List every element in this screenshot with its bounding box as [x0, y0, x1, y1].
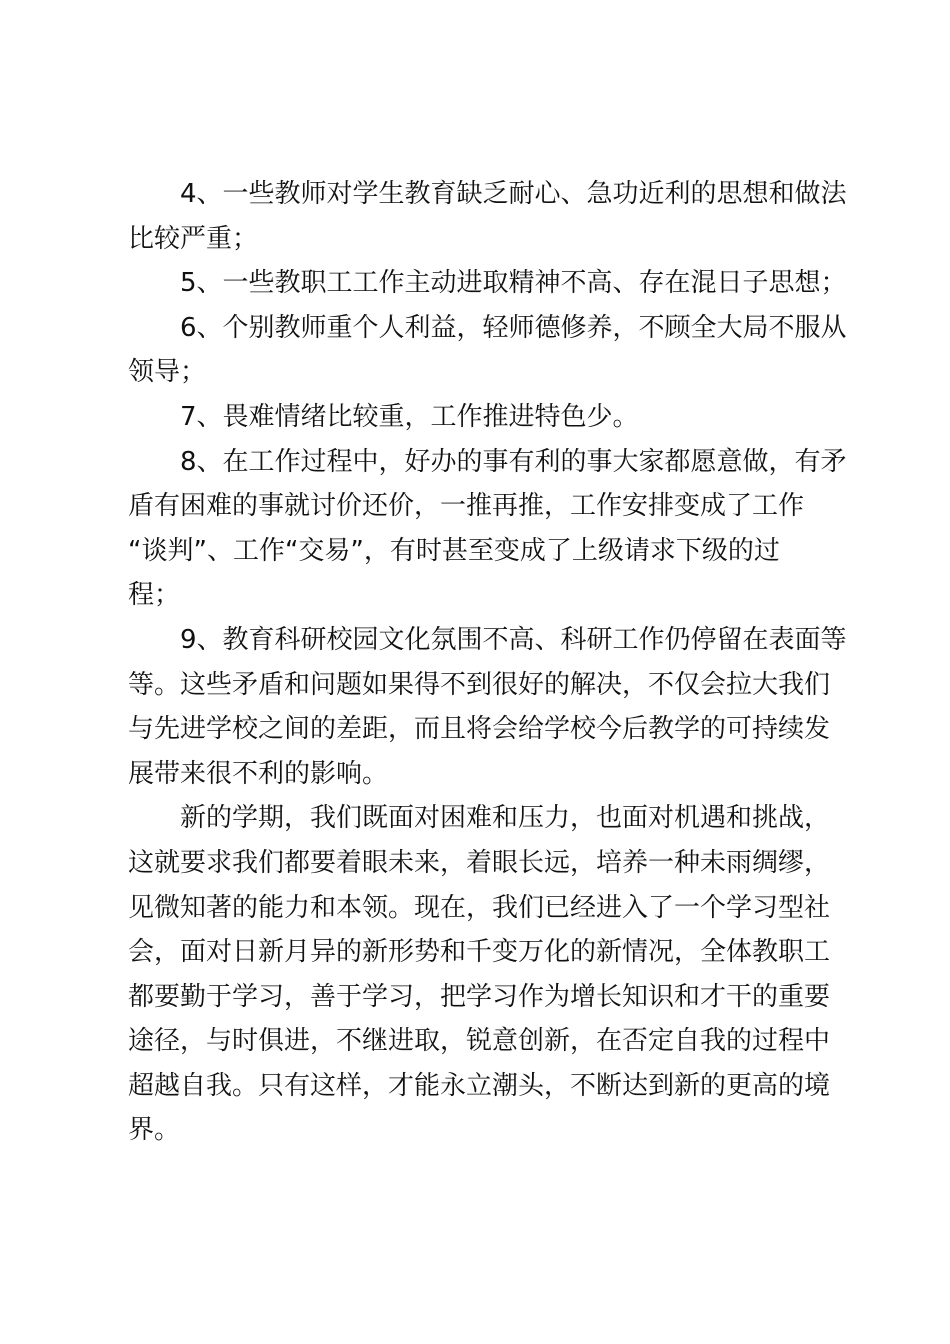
text-line: “谈判”、工作“交易”，有时甚至变成了上级请求下级的过 [128, 535, 780, 566]
text-line: 5、一些教职工工作主动进取精神不高、存在混日子思想； [180, 268, 847, 299]
text-line: 展带来很不利的影响。 [128, 758, 389, 789]
document-body [128, 172, 847, 1153]
text-line: 比较严重； [128, 223, 259, 254]
paragraph [128, 172, 847, 261]
text-line: 与先进学校之间的差距，而且将会给学校今后教学的可持续发 [128, 714, 831, 745]
text-line: 这就要求我们都要着眼未来，着眼长远，培养一种未雨绸缪， [128, 847, 831, 878]
text-line: 7、畏难情绪比较重，工作推进特色少。 [180, 401, 639, 432]
text-line: 6、个别教师重个人利益，轻师德修养，不顾全大局不服从 [180, 312, 847, 343]
text-line: 8、在工作过程中，好办的事有利的事大家都愿意做，有矛 [180, 446, 847, 477]
text-line: 领导； [128, 357, 207, 388]
paragraph [128, 796, 834, 1153]
text-line: 9、教育科研校园文化氛围不高、科研工作仍停留在表面等 [180, 624, 847, 655]
text-line: 会，面对日新月异的新形势和千变万化的新情况，全体教职工 [128, 937, 831, 968]
text-line: 都要勤于学习，善于学习，把学习作为增长知识和才干的重要 [128, 981, 831, 1012]
paragraph [128, 395, 834, 440]
text-line: 4、一些教师对学生教育缺乏耐心、急功近利的思想和做法 [180, 179, 847, 209]
paragraph [128, 440, 847, 618]
text-line: 途径，与时俱进，不继进取，锐意创新，在否定自我的过程中 [128, 1026, 831, 1057]
paragraph [128, 618, 847, 796]
text-line: 界。 [128, 1115, 181, 1146]
text-line: 新的学期，我们既面对困难和压力，也面对机遇和挑战， [180, 803, 831, 834]
text-line: 见微知著的能力和本领。现在，我们已经进入了一个学习型社 [128, 892, 831, 923]
text-line: 等。这些矛盾和问题如果得不到很好的解决，不仅会拉大我们 [128, 669, 831, 700]
text-line: 超越自我。只有这样，才能永立潮头，不断达到新的更高的境 [128, 1070, 831, 1101]
paragraph [128, 306, 847, 395]
text-line: 盾有困难的事就讨价还价，一推再推，工作安排变成了工作 [128, 491, 805, 522]
paragraph [128, 261, 847, 306]
text-line: 程； [128, 580, 181, 611]
